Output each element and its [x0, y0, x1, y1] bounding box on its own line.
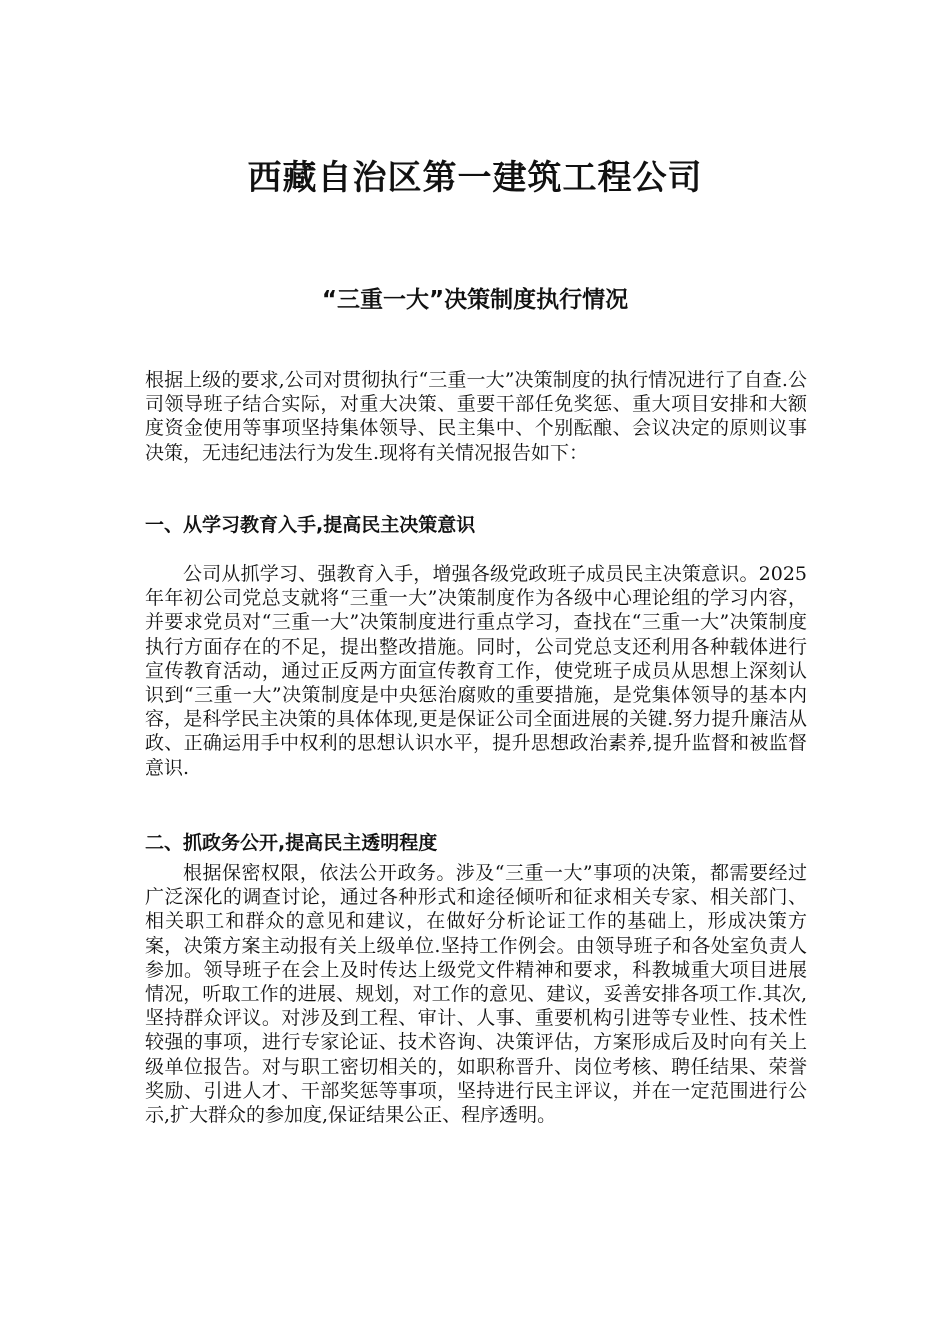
company-title: 西藏自治区第一建筑工程公司: [247, 158, 703, 198]
report-subtitle: “三重一大”决策制度执行情况: [321, 287, 629, 313]
section-1-paragraph: 公司从抓学习、强教育入手，增强各级党政班子成员民主决策意识。2025年年初公司党总支就将“三重一大”决策制度作为各级中心理论组的学习内容，并要求党员对“三重一大”决策制度进行重点学习，查找在“三重一大”决策制度执行方面存在的不足，提出整改措施。同时，公司党总支还利用各种载体进行宣传教育活动，通过正反两方面宣传教育工作，使党班子成员从思想上深刻认识到“三重一大”决策制度是中央惩治腐败的重要措施，是党集体领导的基本内容，是科学民主决策的具体体现,更是保证公司全面进展的关键.努力提升廉洁从政、正确运用手中权利的思想认识水平，提升思想政治素养,提升监督和被监督意识.: [145, 563, 807, 779]
section-2-heading: 二、抓政务公开,提高民主透明程度: [145, 832, 438, 854]
section-2-paragraph: 根据保密权限，依法公开政务。涉及“三重一大”事项的决策，都需要经过广泛深化的调查讨论，通过各种形式和途径倾听和征求相关专家、相关部门、相关职工和群众的意见和建议，在做好分析论证工作的基础上，形成决策方案，决策方案主动报有关上级单位.坚持工作例会。由领导班子和各处室负责人参加。领导班子在会上及时传达上级党文件精神和要求，科教城重大项目进展情况，听取工作的进展、规划，对工作的意见、建议，妥善安排各项工作.其次,坚持群众评议。对涉及到工程、审计、人事、重要机构引进等专业性、技术性较强的事项，进行专家论证、技术咨询、决策评估，方案形成后及时向有关上级单位报告。对与职工密切相关的，如职称晋升、岗位考核、聘任结果、荣誉奖励、引进人才、干部奖惩等事项，坚持进行民主评议，并在一定范围进行公示,扩大群众的参加度,保证结果公正、程序透明。: [145, 862, 807, 1127]
section-1-heading: 一、从学习教育入手,提高民主决策意识: [145, 514, 476, 536]
intro-paragraph: 根据上级的要求,公司对贯彻执行“三重一大”决策制度的执行情况进行了自查.公司领导班子结合实际，对重大决策、重要干部任免奖惩、重大项目安排和大额度资金使用等事项坚持集体领导、民主集中、个别酝酿、会议决定的原则议事决策，无违纪违法行为发生.现将有关情况报告如下：: [145, 369, 807, 464]
